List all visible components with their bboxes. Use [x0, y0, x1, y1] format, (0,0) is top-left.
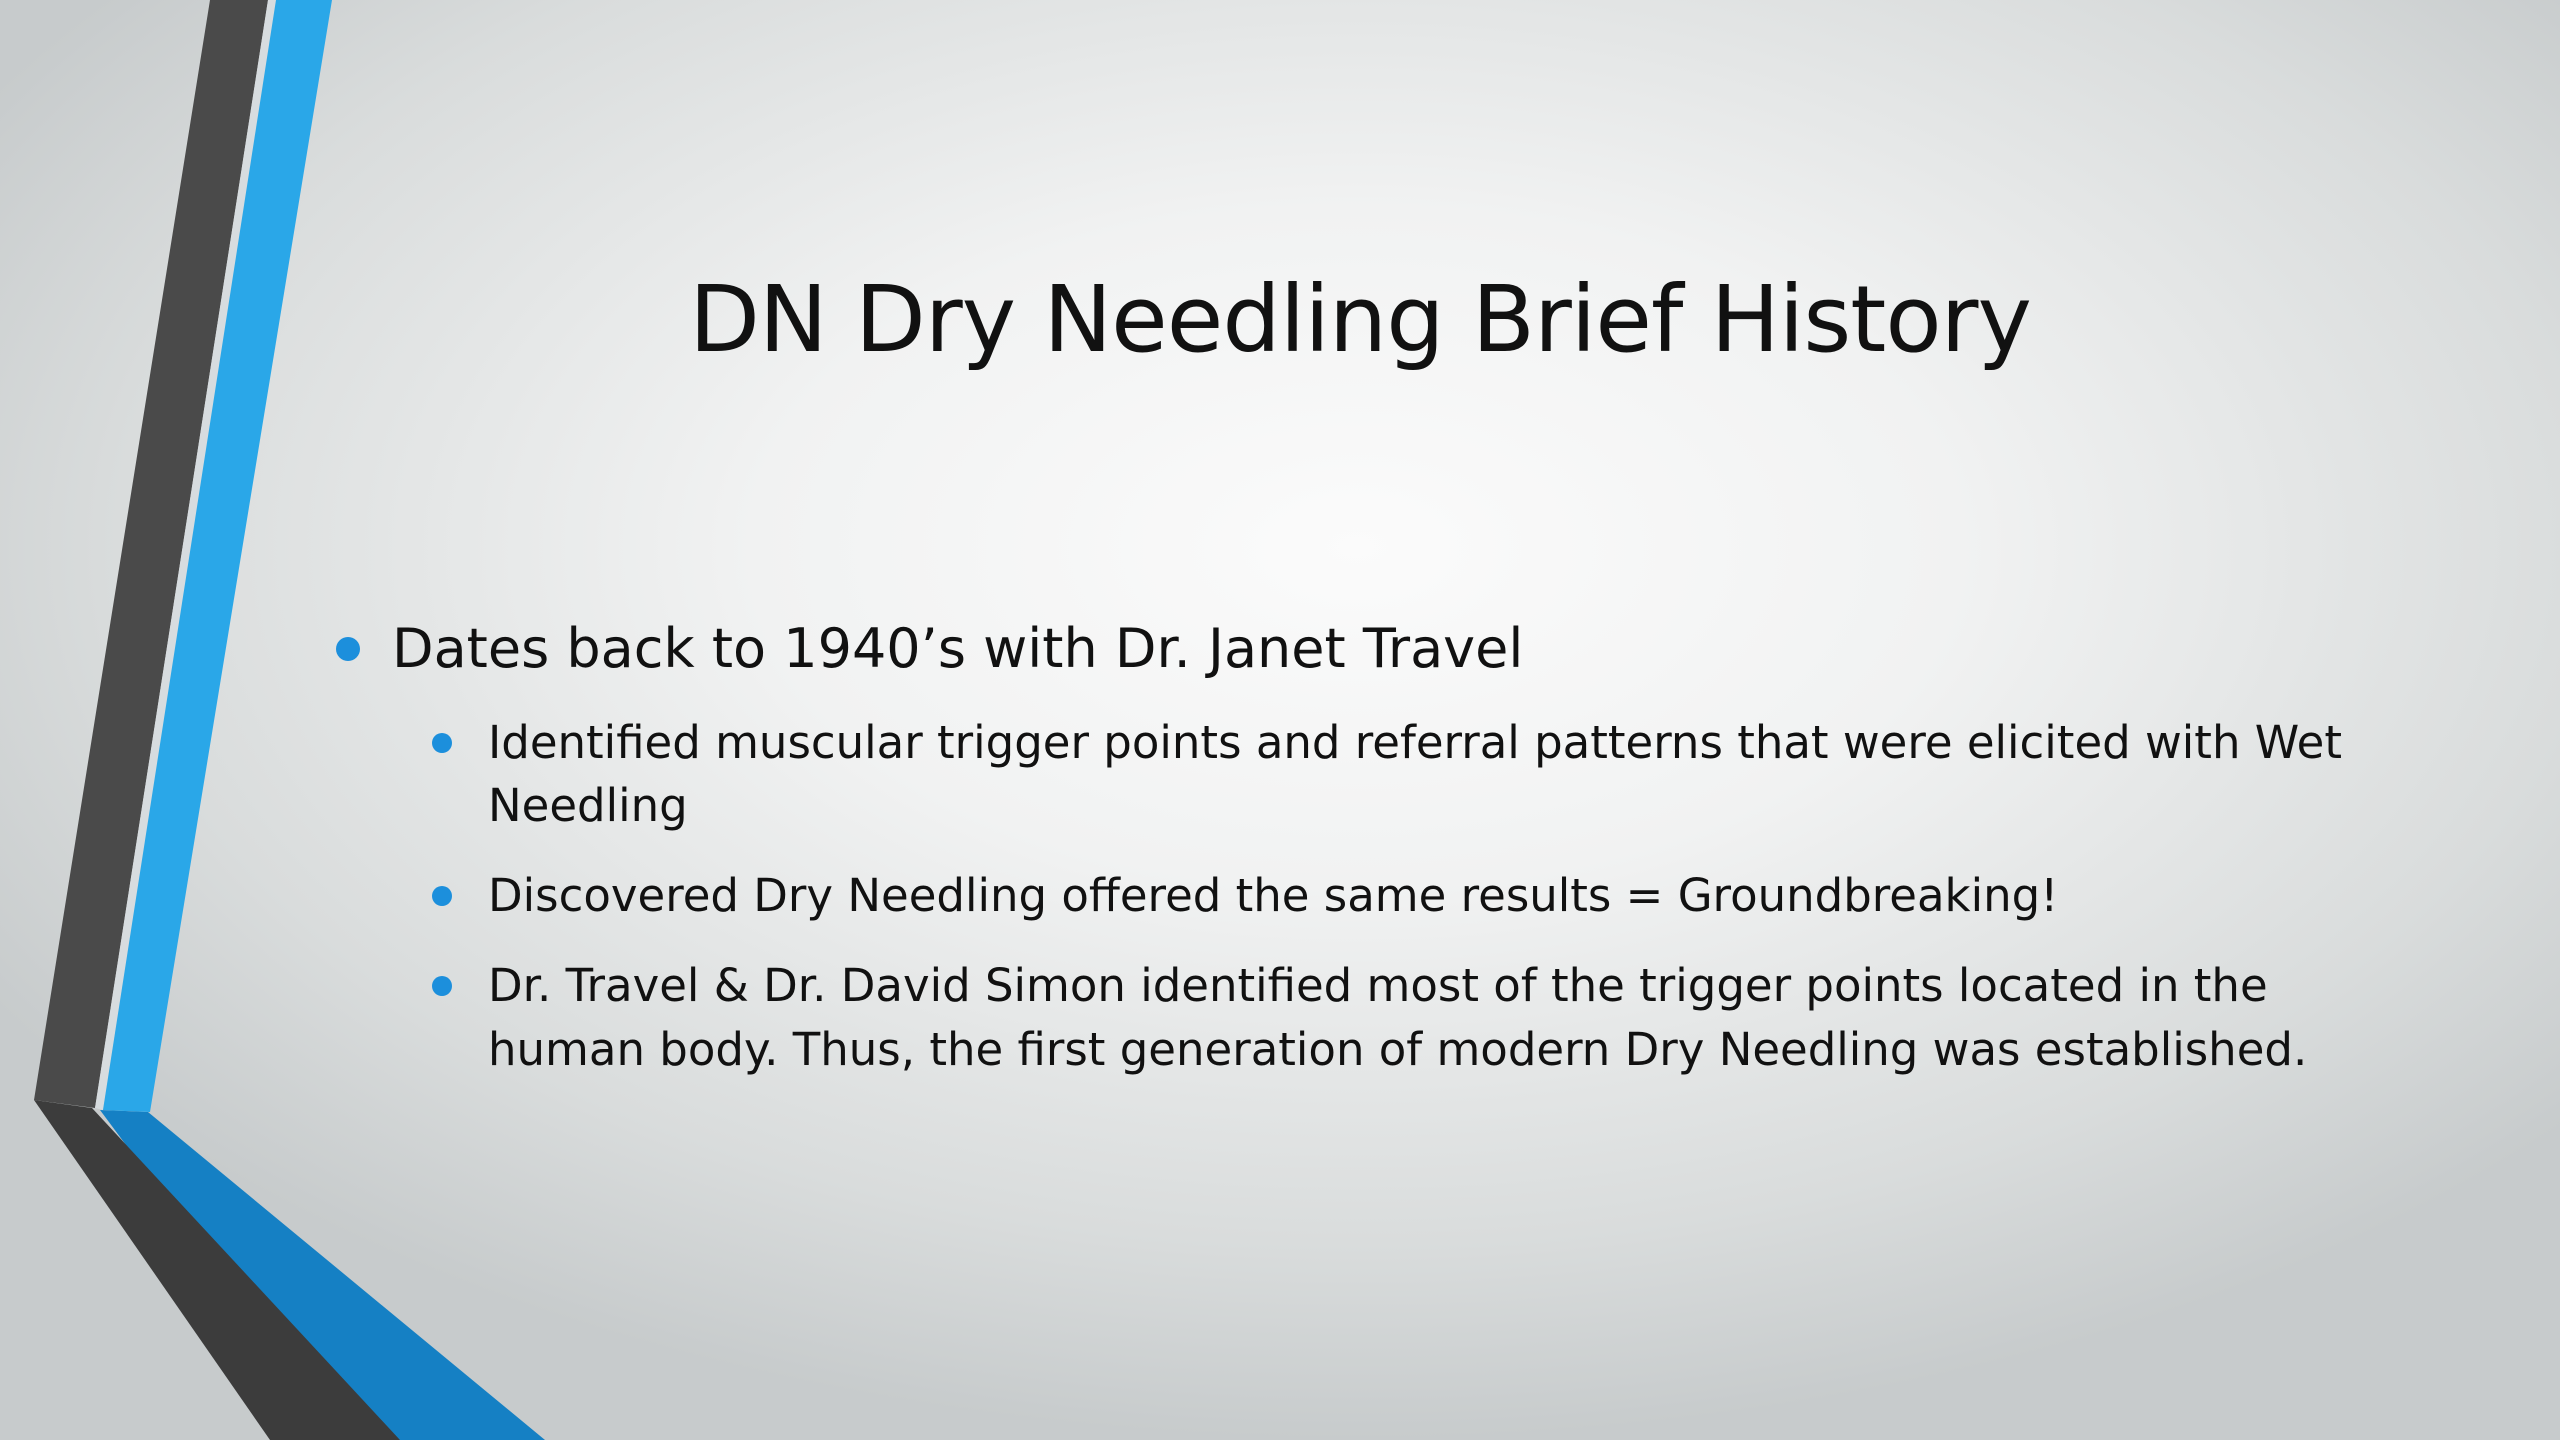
bullet-dot-icon [432, 733, 452, 753]
sub-bullet-item [426, 864, 2420, 928]
bullet-text: Dates back to 1940’s with Dr. Janet Travel [392, 617, 1524, 680]
bullet-dot-icon [432, 976, 452, 996]
bullet-dot-icon [336, 637, 360, 661]
sub-bullet-item [426, 711, 2420, 839]
bullet-dot-icon [432, 886, 452, 906]
bullet-item [330, 615, 2420, 683]
bullet-list [330, 615, 2420, 1108]
sub-bullet-text: Discovered Dry Needling offered the same results = Groundbreaking! [488, 869, 2059, 923]
sub-bullet-item [426, 954, 2420, 1082]
sub-bullet-text: Dr. Travel & Dr. David Simon identified most of the trigger points located in the human body. Thus, the first generation of modern Dry Needling was established. [488, 959, 2308, 1077]
slide-title: DN Dry Needling Brief History [689, 266, 2031, 373]
sub-bullet-text: Identified muscular trigger points and referral patterns that were elicited with Wet Needling [488, 715, 2342, 833]
stripe-dark-lower [34, 1100, 400, 1440]
